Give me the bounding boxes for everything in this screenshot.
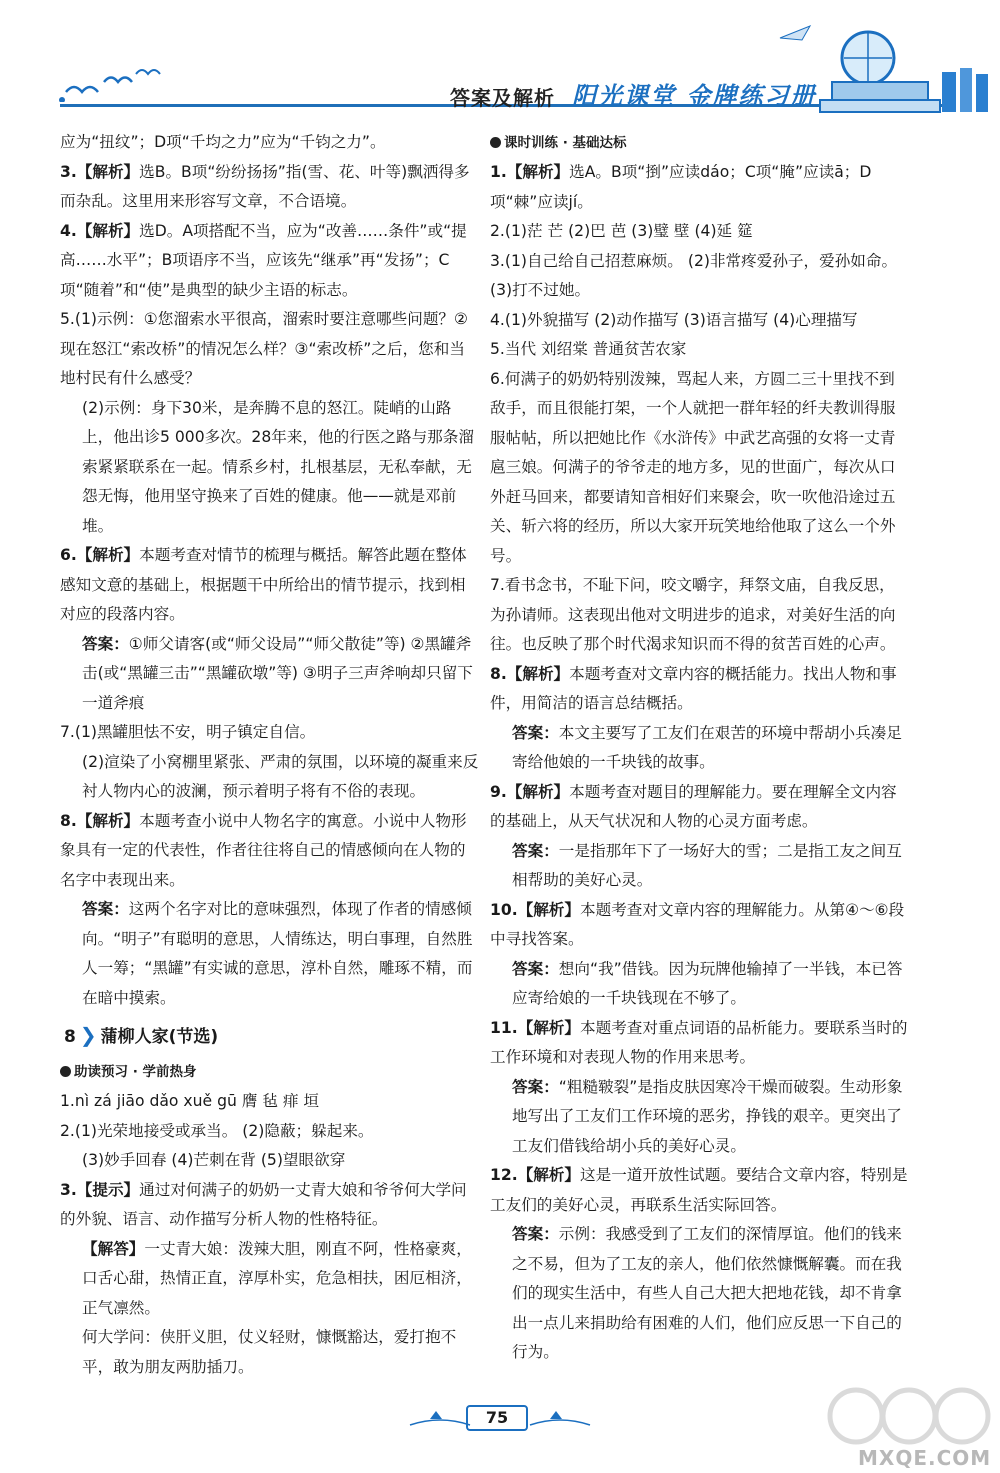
answer-text: 7.看书念书，不耻下问，咬文嚼字，拜祭文庙，自我反思，为孙请师。这表现出他对文明进步的追求，对美好生活的向往。也反映了那个时代渴求知识而不得的贫苦百姓的心声。 bbox=[490, 576, 896, 653]
answer-text: 一丈青大娘：泼辣大胆，刚直不阿，性格豪爽，口舌心甜，热情正直，淳厚朴实，危急相扶，困厄相济，正气凛然。 bbox=[82, 1239, 472, 1317]
answer-item bbox=[60, 895, 480, 1013]
page-number: 75 bbox=[466, 1405, 528, 1431]
answer-tag: 4.【解析】 bbox=[60, 221, 140, 240]
answer-item bbox=[60, 1087, 480, 1117]
answer-item bbox=[60, 748, 480, 807]
answer-tag: 答案： bbox=[512, 841, 559, 860]
section-title: 答案及解析 bbox=[450, 86, 555, 110]
answer-text: 选D。A项搭配不当，应为“改善……条件”或“提高……水平”；B项语序不当，应该先“继承”再“发扬”；C项“随着”和“使”是典型的缺少主语的标志。 bbox=[60, 221, 467, 299]
answer-text: 4.(1)外貌描写 (2)动作描写 (3)语言描写 (4)心理描写 bbox=[490, 310, 858, 329]
answer-item bbox=[60, 158, 480, 217]
answer-item bbox=[60, 1117, 480, 1147]
answer-item bbox=[60, 1146, 480, 1176]
answer-item bbox=[60, 541, 480, 630]
answer-item bbox=[60, 305, 480, 394]
answer-item bbox=[60, 1176, 480, 1235]
answer-text: 7.(1)黑罐胆怯不安，明子镇定自信。 bbox=[60, 723, 316, 741]
answer-text: 5.(1)示例：①您溜索水平很高，溜索时要注意哪些问题？②现在怒江“索改桥”的情况怎么样？③“索改桥”之后，您和当地村民有什么感受？ bbox=[60, 310, 468, 387]
answer-tag: 答案： bbox=[512, 1077, 559, 1096]
lesson-heading bbox=[60, 1013, 480, 1057]
answer-text: 选A。B项“捯”应读dáo；C项“腌”应读ā；D项“棘”应读jí。 bbox=[490, 163, 872, 211]
answer-text: 想向“我”借钱。因为玩牌他输掉了一半钱，本已答应寄给娘的一千块钱现在不够了。 bbox=[512, 959, 903, 1007]
answer-text: 本文主要写了工友们在艰苦的环境中帮胡小兵凑足寄给他娘的一千块钱的故事。 bbox=[512, 723, 902, 771]
answer-text: 本题考查对情节的梳理与概括。解答此题在整体感知文意的基础上，根据题干中所给出的情节提示，找到相对应的段落内容。 bbox=[60, 546, 467, 623]
answer-text: 通过对何满子的奶奶一丈青大娘和爷爷何大学问的外貌、语言、动作描写分析人物的性格特征。 bbox=[60, 1180, 467, 1228]
answer-tag: 【解答】 bbox=[82, 1239, 145, 1258]
answer-tag: 答案： bbox=[512, 723, 559, 742]
answer-item bbox=[490, 1073, 910, 1162]
left-column bbox=[60, 128, 480, 1382]
answer-text: 本题考查对重点词语的品析能力。要联系当时的工作环境和对表现人物的作用来思考。 bbox=[490, 1018, 908, 1066]
answer-text: 这两个名字对比的意味强烈，体现了作者的情感倾向。“明子”有聪明的意思，人情练达，明白事理，自然胜人一筹；“黑罐”有实诚的意思，淳朴自然，雕琢不精，而在暗中摸索。 bbox=[82, 900, 473, 1007]
page-header bbox=[0, 0, 1000, 120]
answer-text: 一是指那年下了一场好大的雪；二是指工友之间互相帮助的美好心灵。 bbox=[512, 841, 902, 889]
answer-item bbox=[60, 217, 480, 306]
answer-text: 应为“扭纹”；D项“千均之力”应为“千钧之力”。 bbox=[60, 133, 386, 151]
answer-item bbox=[490, 955, 910, 1014]
answer-item bbox=[490, 1161, 910, 1220]
answer-item bbox=[490, 719, 910, 778]
answer-item bbox=[60, 630, 480, 719]
answer-item bbox=[60, 718, 480, 748]
answer-item bbox=[490, 896, 910, 955]
answer-item bbox=[490, 217, 910, 247]
section-bullet-icon bbox=[60, 1066, 71, 1077]
answer-text: “粗糙皲裂”是指皮肤因寒冷干燥而破裂。生动形象地写出了工友们工作环境的恶劣，挣钱的艰辛。更突出了工友们借钱给胡小兵的美好心灵。 bbox=[512, 1077, 903, 1155]
answer-text: 示例：我感受到了工友们的深情厚谊。他们的钱来之不易，但为了工友的亲人，他们依然慷慨解囊。而在我们的现实生活中，有些人自己大把大把地花钱，却不肯拿出一点儿来捐助给有困难的人们，他们应反思一下自己的行为。 bbox=[512, 1225, 902, 1361]
answer-tag: 11.【解析】 bbox=[490, 1018, 580, 1037]
answer-tag: 1.【解析】 bbox=[490, 163, 570, 181]
answer-text: 3.(1)自己给自己招惹麻烦。 (2)非常疼爱孙子，爱孙如命。(3)打不过她。 bbox=[490, 251, 898, 299]
answer-text: (2)渲染了小窝棚里紧张、严肃的氛围，以环境的凝重来反衬人物内心的波澜，预示着明子将有不俗的表现。 bbox=[82, 752, 479, 800]
answer-text: 这是一道开放性试题。要结合文章内容，特别是工友们的美好心灵，再联系生活实际回答。 bbox=[490, 1166, 908, 1214]
section-bullet-icon bbox=[490, 137, 501, 148]
answer-text: 本题考查对文章内容的概括能力。找出人物和事件，用简洁的语言总结概括。 bbox=[490, 664, 897, 712]
answer-item bbox=[490, 158, 910, 217]
answer-text: 5.当代 刘绍棠 普通贫苦农家 bbox=[490, 340, 687, 358]
answer-tag: 3.【提示】 bbox=[60, 1180, 140, 1199]
answer-text: 何大学问：侠肝义胆，仗义轻财，慷慨豁达，爱打抱不平，敢为朋友两肋插刀。 bbox=[82, 1328, 457, 1376]
answer-item bbox=[490, 247, 910, 306]
birds-decoration-icon bbox=[56, 62, 166, 102]
answer-text: 本题考查对题目的理解能力。要在理解全文内容的基础上，从天气状况和人物的心灵方面考虑。 bbox=[490, 782, 897, 830]
answer-tag: 6.【解析】 bbox=[60, 546, 140, 564]
answer-item bbox=[60, 1323, 480, 1382]
answer-text: 2.(1)光荣地接受或承当。 (2)隐蔽；躲起来。 bbox=[60, 1121, 374, 1140]
answer-tag: 答案： bbox=[82, 634, 129, 653]
lesson-number: 8 bbox=[64, 1027, 76, 1047]
answer-text: 本题考查对文章内容的理解能力。从第④～⑥段中寻找答案。 bbox=[490, 900, 905, 948]
answer-tag: 12.【解析】 bbox=[490, 1166, 580, 1184]
answer-tag: 答案： bbox=[512, 959, 559, 978]
answer-item bbox=[60, 394, 480, 542]
answer-text: 6.何满子的奶奶特别泼辣，骂起人来，方圆二三十里找不到敌手，而且很能打架，一个人就把一群年轻的纤夫教训得服服帖帖，所以把她比作《水浒传》中武艺高强的女将一丈青扈三娘。何满子的爷爷走的地方多，见的世面广，每次从口外赶马回来，都要请知音相好们来聚会，吹一吹他沿途过五关、斩六将的经历，所以大家开玩笑地给他取了这么一个外号。 bbox=[490, 369, 896, 565]
answer-text: (2)示例：身下30米，是奔腾不息的怒江。陡峭的山路上，他出诊5 000多次。28年来，他的行医之路与那条溜索紧紧联系在一起。情系乡村，扎根基层，无私奉献，无怨无悔，他用坚守换来了百姓的健康。他——就是邓前堆。 bbox=[82, 398, 474, 535]
answer-text: 本题考查小说中人物名字的寓意。小说中人物形象具有一定的代表性，作者往往将自己的情感倾向在人物的名字中表现出来。 bbox=[60, 811, 467, 889]
answer-item bbox=[60, 807, 480, 896]
right-column bbox=[490, 128, 910, 1368]
answer-item bbox=[490, 306, 910, 336]
answer-item bbox=[490, 571, 910, 660]
answer-tag: 8.【解析】 bbox=[490, 664, 570, 683]
answer-item bbox=[490, 1220, 910, 1368]
watermark-text: MXQE.COM bbox=[858, 1446, 992, 1470]
globe-books-illustration-icon bbox=[760, 8, 1000, 118]
answer-text: 选B。B项“纷纷扬扬”指(雪、花、叶等)飘洒得多而杂乱。这里用来形容写文章，不合语境。 bbox=[60, 162, 470, 210]
preview-heading: 助读预习 · 学前热身 bbox=[60, 1057, 480, 1087]
answer-tag: 9.【解析】 bbox=[490, 782, 570, 801]
answer-item bbox=[490, 778, 910, 837]
answer-item bbox=[490, 837, 910, 896]
answer-tag: 答案： bbox=[512, 1225, 559, 1243]
answer-item bbox=[490, 660, 910, 719]
answer-item bbox=[60, 1235, 480, 1324]
answer-text: 1.nì zá jiāo dǎo xuě gū 膺 毡 痱 垣 bbox=[60, 1092, 320, 1110]
lesson-title: 蒲柳人家(节选) bbox=[100, 1027, 219, 1047]
answer-text: ①师父请客(或“师父设局”“师父散徒”等) ②黑罐斧击(或“黑罐三击”“黑罐砍墩”等) ③明子三声斧响却只留下一道斧痕 bbox=[82, 634, 473, 712]
brand-title: 阳光课堂 金牌练习册 bbox=[572, 82, 817, 110]
answer-item bbox=[490, 365, 910, 572]
answer-tag: 3.【解析】 bbox=[60, 162, 140, 181]
answer-item bbox=[60, 128, 480, 158]
answer-item bbox=[490, 335, 910, 365]
chevron-right-icon: ❯ bbox=[79, 1023, 97, 1047]
answer-tag: 答案： bbox=[82, 900, 129, 918]
answer-text: 2.(1)茫 芒 (2)巴 芭 (3)璧 壁 (4)延 筵 bbox=[490, 222, 753, 240]
answer-tag: 10.【解析】 bbox=[490, 900, 580, 919]
answer-text: (3)妙手回春 (4)芒刺在背 (5)望眼欲穿 bbox=[82, 1151, 346, 1169]
answer-item bbox=[490, 1014, 910, 1073]
training-heading: 课时训练 · 基础达标 bbox=[490, 128, 910, 158]
answer-tag: 8.【解析】 bbox=[60, 811, 140, 830]
